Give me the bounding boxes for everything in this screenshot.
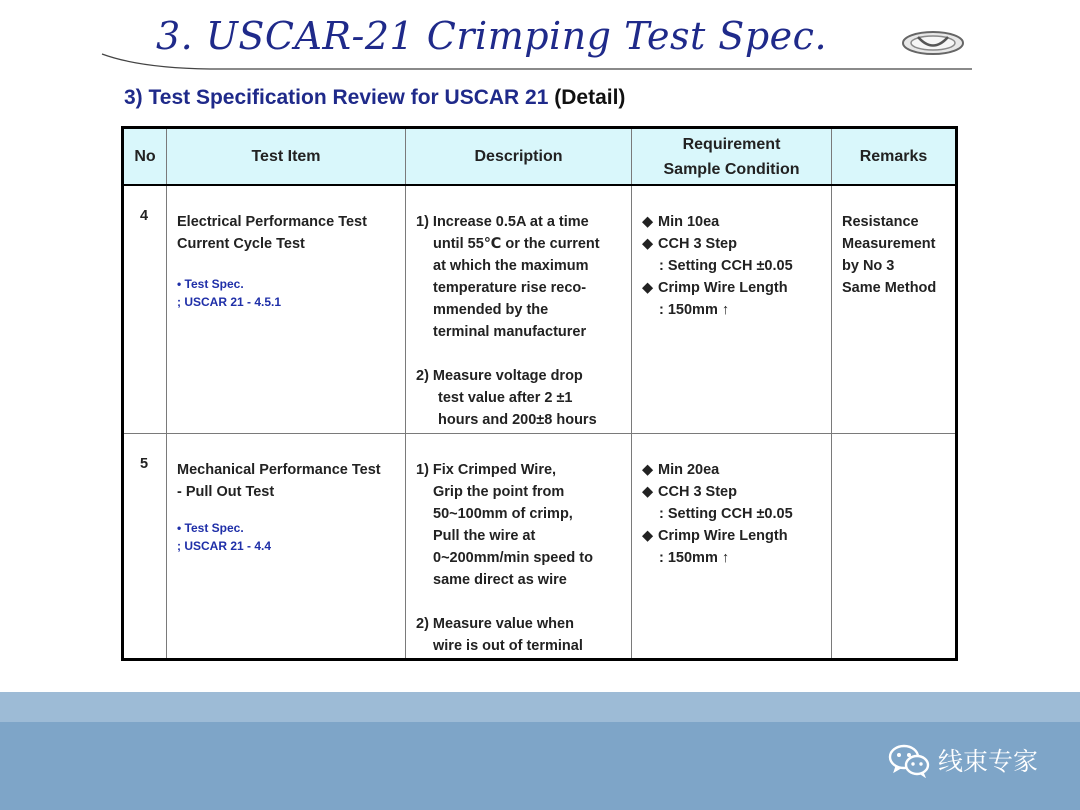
- description-line: 0~200mm/min speed to: [433, 549, 593, 566]
- requirement-line: Crimp Wire Length: [658, 527, 788, 544]
- description-line: 2) Measure value when: [416, 615, 574, 632]
- remarks-line: Measurement: [842, 236, 936, 252]
- description-cell: [406, 185, 632, 433]
- requirement-line: : Setting CCH ±0.05: [659, 258, 793, 274]
- description-line: 2) Measure voltage drop: [416, 368, 583, 384]
- description-line: mmended by the: [433, 302, 549, 318]
- test-item-subname: - Pull Out Test: [177, 483, 275, 500]
- table-row: [123, 185, 957, 433]
- header-remarks: Remarks: [832, 128, 957, 186]
- requirement-cell: [632, 185, 832, 433]
- description-line: wire is out of terminal: [433, 637, 583, 654]
- watermark-text: 线束专家: [938, 747, 1039, 776]
- remarks-cell: [832, 433, 957, 659]
- description-line: until 55℃ or the current: [433, 236, 600, 252]
- spec-table: [121, 126, 958, 661]
- subtitle-detail: (Detail): [554, 86, 626, 109]
- test-spec-label: • Test Spec.: [177, 520, 244, 535]
- test-spec-label: • Test Spec.: [177, 277, 244, 291]
- requirement-line: : 150mm ↑: [659, 302, 730, 318]
- diamond-bullet-icon: ◆: [642, 214, 654, 230]
- row-number: 5: [123, 433, 167, 659]
- requirement-cell: [632, 433, 832, 659]
- header-description: Description: [406, 128, 632, 186]
- header-no: No: [123, 128, 167, 186]
- requirement-line: Min 20ea: [658, 461, 720, 478]
- description-line: terminal manufacturer: [433, 324, 587, 340]
- table-row: [123, 433, 957, 659]
- wechat-icon: [888, 742, 930, 778]
- diamond-bullet-icon: ◆: [642, 236, 654, 252]
- remarks-line: by No 3: [842, 258, 895, 274]
- remarks-cell: [832, 185, 957, 433]
- remarks-line: Resistance: [842, 214, 919, 230]
- section-subtitle: [124, 86, 625, 110]
- description-line: Grip the point from: [433, 483, 565, 500]
- subtitle-main: 3) Test Specification Review for USCAR 21: [124, 86, 549, 109]
- test-item-cell: [167, 185, 406, 433]
- diamond-bullet-icon: ◆: [642, 280, 654, 296]
- description-line: temperature rise reco-: [433, 280, 587, 296]
- watermark: [888, 742, 1038, 778]
- description-line: hours and 200±8 hours: [438, 412, 597, 428]
- brand-logo-icon: [900, 28, 966, 58]
- requirement-line: Crimp Wire Length: [658, 280, 788, 296]
- description-line: Pull the wire at: [433, 527, 536, 544]
- test-spec-reference: ; USCAR 21 - 4.5.1: [177, 295, 282, 309]
- description-line: same direct as wire: [433, 571, 567, 588]
- description-line: 1) Increase 0.5A at a time: [416, 214, 589, 230]
- test-item-name: Electrical Performance Test: [177, 214, 367, 230]
- requirement-line: CCH 3 Step: [658, 483, 737, 500]
- diamond-bullet-icon: ◆: [642, 483, 654, 500]
- test-item-cell: [167, 433, 406, 659]
- description-line: 1) Fix Crimped Wire,: [416, 461, 557, 478]
- diamond-bullet-icon: ◆: [642, 527, 654, 544]
- header-requirement-line2: Sample Condition: [663, 160, 800, 178]
- requirement-line: : Setting CCH ±0.05: [659, 505, 793, 522]
- description-line: 50~100mm of crimp,: [433, 505, 573, 522]
- title-underline: [100, 48, 980, 74]
- requirement-line: : 150mm ↑: [659, 549, 730, 566]
- description-cell: [406, 433, 632, 659]
- footer-band-light: [0, 692, 1080, 722]
- header-requirement: [632, 128, 832, 186]
- remarks-line: Same Method: [842, 280, 937, 296]
- header-test-item: Test Item: [167, 128, 406, 186]
- row-number: 4: [123, 185, 167, 433]
- description-line: at which the maximum: [433, 258, 589, 274]
- header-requirement-line1: Requirement: [682, 135, 781, 153]
- test-item-subname: Current Cycle Test: [177, 236, 305, 252]
- requirement-line: CCH 3 Step: [658, 236, 737, 252]
- requirement-line: Min 10ea: [658, 214, 720, 230]
- diamond-bullet-icon: ◆: [642, 461, 654, 478]
- slide-title: 3. USCAR-21 Crimping Test Spec.: [156, 14, 828, 58]
- test-item-name: Mechanical Performance Test: [177, 461, 381, 478]
- test-spec-reference: ; USCAR 21 - 4.4: [177, 538, 272, 553]
- description-line: test value after 2 ±1: [438, 390, 573, 406]
- table-header-row: [123, 128, 957, 186]
